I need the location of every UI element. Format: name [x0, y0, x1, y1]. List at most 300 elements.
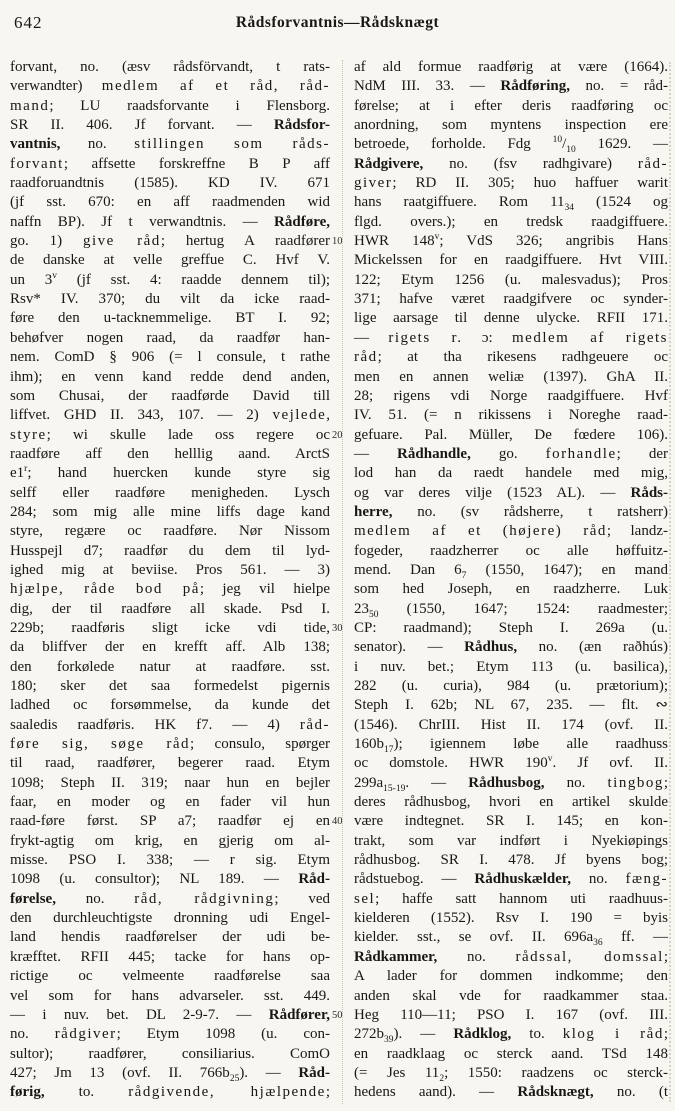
text-run: råd- — [299, 716, 330, 733]
text-line — [354, 870, 668, 889]
text-run: 50 — [369, 609, 379, 620]
text-run: no. (sv rådsherre, t ratsherr) — [392, 503, 668, 520]
text-line — [354, 174, 668, 193]
text-run: 23 — [354, 600, 369, 617]
text-run: hedens aand). — — [354, 1084, 518, 1101]
text-line — [354, 464, 668, 483]
text-run: medlem af rigets — [512, 329, 669, 346]
text-run: stillingen som råds- — [134, 136, 331, 153]
text-run: ; — [663, 948, 668, 965]
text-run: ihm); en venn kand redde dend anden, — [10, 368, 330, 385]
text-run: 28; rigens vdi Norge raadgiffuere. Hvf — [354, 387, 668, 404]
text-run: go. — [470, 445, 546, 462]
text-run: no. — [60, 136, 135, 153]
text-line — [354, 677, 668, 696]
text-line — [354, 135, 668, 154]
text-line — [10, 735, 330, 754]
text-run: v — [434, 232, 440, 243]
text-line — [354, 290, 668, 309]
text-run: senator). — — [354, 639, 465, 656]
text-line — [354, 542, 668, 561]
text-line — [10, 174, 330, 193]
text-run: 25 — [229, 1073, 240, 1084]
text-line — [10, 696, 330, 715]
text-line — [354, 928, 668, 947]
text-line — [10, 368, 330, 387]
text-run: 282 (u. curia), 984 (u. prætorium); — [354, 678, 668, 694]
text-line — [10, 754, 330, 773]
text-run: IV. 51. (= n rikissens i Noreghe raad- — [354, 407, 668, 424]
text-run: 299a — [354, 774, 384, 791]
text-line — [10, 232, 330, 251]
text-run: A lader for dommen indkomme; den — [354, 968, 668, 985]
text-line — [10, 890, 330, 909]
text-line — [354, 658, 668, 677]
text-run: ; hand huercken kunde styre sig — [27, 465, 330, 482]
text-run: no. — [570, 871, 626, 888]
text-run: hjælpe, råde bod på — [10, 581, 200, 598]
text-line — [10, 97, 330, 116]
text-run: ; RD II. 305; huo haffuer warit — [392, 175, 668, 192]
text-run: tingbog — [607, 774, 664, 791]
text-run: en raadklaag oc sterck aand. TSd 148 — [354, 1045, 668, 1062]
text-run: ); igiennem løbe alle raadhuss — [393, 736, 668, 753]
text-line — [10, 426, 330, 445]
text-run: styre — [10, 426, 47, 443]
text-run: styre, regære oc raadføre. Nør Nissom — [10, 523, 330, 540]
left-column — [10, 58, 330, 1103]
line-number-marker: 10 — [332, 236, 343, 248]
text-line — [10, 832, 330, 851]
text-run: verwandter) — [10, 78, 102, 95]
text-run: Mickelssen for en raadgiffuere. Hvt VIII. — [354, 252, 668, 269]
text-run: rictige oc velmeente raadførelse saa — [10, 968, 330, 985]
text-line — [354, 116, 668, 135]
text-run: saaledis raadføris. HK f7. — 4) — [10, 716, 300, 733]
text-run: v — [52, 270, 57, 281]
text-run: 36 — [593, 938, 603, 949]
text-run: ladhed oc forsømmelse, da kunde det — [10, 697, 330, 714]
text-run: giver — [354, 175, 393, 192]
text-line — [10, 619, 330, 638]
text-run: Rådkammer, — [354, 948, 438, 965]
text-line — [354, 1045, 668, 1064]
text-run: (jf sst. 670: en aff raadmenden wid — [10, 194, 330, 211]
text-run: , — [326, 407, 330, 424]
text-run: selff eller raadføre menigheden. Lysch — [10, 484, 330, 501]
text-run: 10 — [552, 135, 563, 146]
text-run: 1098 (u. consultor); NL 189. — — [10, 871, 299, 888]
text-run: dig, der til raadføre all skade. Psd I. — [10, 600, 330, 617]
text-run: . Jf ovf. II. — [552, 755, 668, 772]
text-run: ; Etym 1098 (u. con- — [116, 1026, 330, 1043]
text-run: som Chusai, der raadførde David till — [10, 387, 330, 404]
text-run: Råd- — [298, 1064, 330, 1081]
text-run: behøfver nogen raad, da raadfør han- — [10, 329, 330, 346]
text-run: naffn BP). Jf t verwandtnis. — — [10, 213, 275, 230]
text-run: ; jeg vil hielpe — [199, 581, 331, 598]
text-run: 1629. — — [575, 136, 668, 153]
text-line — [10, 464, 330, 483]
text-line — [354, 987, 668, 1006]
text-line — [10, 77, 330, 96]
text-run: 34 — [564, 203, 575, 214]
text-run: Rådhandle, — [397, 445, 471, 462]
text-line — [10, 1045, 330, 1064]
text-run: ; haffe satt hannom uti raadhuus- — [375, 890, 668, 907]
text-line — [354, 1083, 668, 1102]
text-run: 15-19 — [383, 783, 406, 794]
text-line — [10, 600, 330, 619]
text-run: Husspejl d7; raadfør du dem til lyd- — [10, 542, 330, 559]
text-line — [332, 1006, 668, 1025]
text-run: ; landz- — [606, 523, 668, 540]
text-run: 272b — [354, 1026, 384, 1043]
text-line — [354, 561, 668, 580]
text-run: ). — — [393, 1026, 454, 1043]
text-run: go. 1) — [10, 233, 83, 250]
text-line — [10, 290, 330, 309]
text-run: til raad, raadfører, begerer raad. Etym — [10, 755, 330, 772]
text-run: sultor); raadfører, consiliarius. ComO — [10, 1045, 330, 1062]
line-number-marker: 30 — [332, 622, 343, 634]
text-run: førig, — [10, 1084, 45, 1101]
text-run: kielder. sst., se ovf. II. 696a — [354, 929, 594, 946]
text-line — [10, 812, 330, 831]
text-run: frykt-agtig om krig, en gjerig om al- — [10, 832, 330, 849]
text-line — [354, 484, 668, 503]
text-run: raad-føre først. SP a7; raadfør ej en — [10, 813, 330, 830]
page-header — [0, 10, 675, 38]
text-run: to. — [44, 1084, 129, 1101]
text-run: anordning, som myntens inspection ere — [354, 117, 668, 134]
text-line — [354, 445, 668, 464]
text-line — [354, 329, 668, 348]
text-line — [332, 812, 668, 831]
text-run: lod han da raedt handele med mig, — [354, 465, 668, 482]
text-line — [10, 135, 330, 154]
text-line — [10, 484, 330, 503]
text-line — [354, 193, 668, 212]
text-line — [10, 638, 330, 657]
text-run: no. — [55, 890, 135, 907]
text-run: den forkølede natur at raadføre. sst. — [10, 658, 330, 675]
text-line — [10, 445, 330, 464]
text-run: lige aarsage til denne ulycke. RFII 171. — [354, 310, 668, 327]
text-run: raadføre aff den helllig aand. ArctS — [10, 445, 330, 462]
text-run: ; LU raadsforvante i Flensborg. — [49, 97, 330, 114]
text-line — [10, 909, 330, 928]
text-run: land hendis raadførelser der udi be- — [10, 929, 330, 946]
text-run: mand — [10, 97, 50, 114]
text-line — [10, 387, 330, 406]
text-run: ; consulo, spørger — [190, 736, 330, 753]
text-run: trakt, som var indført i Nyekiøpings — [354, 832, 668, 849]
text-run: vejlede — [272, 407, 327, 424]
text-run: medlem af et (højere) råd — [354, 523, 607, 540]
text-line — [10, 580, 330, 599]
text-run: (= Jes 11 — [354, 1064, 440, 1081]
text-line — [10, 116, 330, 135]
text-line — [354, 832, 668, 851]
text-run: herre, — [354, 503, 393, 520]
text-run: give råd — [82, 233, 161, 250]
text-run: deres rådhusbog, hvori en artikel skulde — [354, 794, 668, 811]
text-line — [354, 754, 668, 773]
text-run: (jf sst. 4: raadde dennem til); — [57, 271, 330, 288]
text-line — [354, 774, 668, 793]
text-run: ighed mig at beviise. Pros 561. — 3) — [10, 561, 330, 578]
text-run: Rådføre, — [274, 213, 330, 230]
text-run: råd, rådgivning — [134, 890, 275, 907]
text-line — [10, 271, 330, 290]
text-line — [10, 58, 330, 77]
text-run: NdM III. 33. — — [354, 78, 501, 95]
text-run: SR II. 406. Jf forvant. — — [10, 117, 274, 134]
text-run: 371; hafve været raadgifvere oc synder- — [354, 291, 668, 308]
text-run: ; wi skulle lade oss regere oc — [46, 426, 330, 443]
text-run: ; VdS 326; angribis Hans — [439, 233, 668, 250]
text-run: råd- — [637, 155, 668, 172]
text-run: kielderen (1552). Rsv I. 190 = byis — [354, 910, 668, 927]
text-line — [10, 1006, 330, 1025]
text-run: forvant, no. (æsv rådsförvandt, t rats- — [10, 59, 330, 75]
text-run: ff. — — [602, 929, 668, 946]
text-run: hans raatgiffuere. Rom 11 — [354, 194, 565, 211]
text-run: 7 — [461, 570, 467, 581]
text-line — [354, 696, 668, 715]
text-line — [10, 851, 330, 870]
text-line — [354, 77, 668, 96]
text-line — [354, 600, 668, 619]
text-line — [10, 561, 330, 580]
text-run: no. — [544, 774, 608, 791]
text-run: forvant — [10, 155, 64, 172]
text-run: ; affsette forskreffne B P aff — [63, 155, 330, 172]
text-run: no. — [10, 1026, 55, 1043]
text-line — [10, 155, 330, 174]
text-run: i nuv. bet.; Etym 113 (u. basilica), — [354, 658, 668, 675]
text-line — [10, 348, 330, 367]
text-line — [10, 193, 330, 212]
text-run: (1524 og — [574, 194, 668, 211]
text-line — [354, 503, 668, 522]
text-run: fogeder, raadzherrer oc alle høffuitz- — [354, 542, 668, 559]
text-run: 180; sker det saa formedelst pigernis — [10, 678, 330, 694]
text-line — [10, 928, 330, 947]
text-line — [354, 213, 668, 232]
text-line — [354, 948, 668, 967]
text-run: . — — [405, 774, 469, 791]
text-run: Rådføring, — [500, 78, 570, 95]
line-number-marker: 40 — [332, 816, 343, 828]
text-line — [10, 406, 330, 425]
text-run: faar, en moder og en fader vil hun — [10, 794, 330, 811]
text-run: HWR 148 — [354, 233, 435, 250]
text-line — [10, 658, 330, 677]
text-run: førelse, — [10, 890, 56, 907]
text-run: og var deres vilje (1523 AL). — — [354, 484, 631, 501]
text-line — [354, 387, 668, 406]
text-line — [354, 909, 668, 928]
text-line — [354, 348, 668, 367]
text-run: som hed Joseph, en raadzherre. Luk — [354, 581, 668, 598]
text-run: den durchleuchtigste dronning udi Engel- — [10, 910, 330, 927]
text-run: vantnis, — [10, 136, 61, 153]
text-block — [10, 58, 668, 1103]
text-line — [10, 948, 330, 967]
text-run: fæng- — [625, 871, 668, 888]
text-run: un 3 — [10, 271, 53, 288]
text-line — [10, 967, 330, 986]
text-run: 229b; raadføris sligt icke vdi tide, — [10, 619, 330, 636]
text-line — [10, 1064, 330, 1083]
text-run: Rådhuskælder, — [474, 871, 571, 888]
scan-edge-artifact — [669, 62, 671, 1102]
text-run: kræfftet. RFII 445; tacke for hans op- — [10, 948, 330, 965]
text-line — [354, 251, 668, 270]
text-line — [10, 677, 330, 696]
text-run: rådgiver — [54, 1026, 117, 1043]
text-run: no. = råd- — [569, 78, 669, 95]
text-line — [10, 1083, 330, 1102]
text-run: rådssal, domssal — [515, 948, 664, 965]
text-run: betroede, forholde. Fdg — [354, 136, 553, 153]
text-line — [10, 774, 330, 793]
text-run: men en annen weliæ (1397). GhA II. — [354, 368, 668, 385]
text-line — [354, 271, 668, 290]
text-run: ; — [663, 1026, 668, 1043]
text-run: ; ved — [274, 890, 331, 907]
line-number-marker: 50 — [332, 1009, 343, 1021]
text-run: 1098; Steph II. 319; naar hun en bejler — [10, 774, 330, 791]
text-run: to. — [511, 1026, 563, 1043]
text-run: da bliffver der en krefft aff. Alb 138; — [10, 639, 330, 656]
text-run: de danske at velle greffue C. Hvf V. — [10, 252, 330, 269]
text-run: ; — [663, 774, 668, 791]
text-line — [354, 522, 668, 541]
text-run: Rsv* IV. 370; du vilt da icke raad- — [10, 291, 330, 308]
text-run: / — [562, 136, 567, 153]
text-run: r — [24, 464, 28, 475]
text-run: 427; Jm 13 (ovf. II. 766b — [10, 1064, 230, 1081]
text-line — [354, 97, 668, 116]
text-run: Råd- — [298, 871, 330, 888]
running-title: Rådsforvantnis—Rådsknægt — [235, 14, 440, 31]
text-run: rådhusbog. SR I. 478. Jf byens bog; — [354, 852, 668, 869]
text-line — [332, 619, 668, 638]
text-run: 10 — [566, 145, 576, 156]
text-run: nem. ComD § 906 (= l consule, t rathe — [10, 349, 330, 366]
text-run: Rådsknægt, — [517, 1084, 594, 1101]
text-run: oc domstole. HWR 190 — [354, 755, 548, 772]
text-line — [354, 1064, 668, 1083]
text-run: føre den u-tacknemmelige. BT I. 92; — [10, 310, 330, 327]
text-line — [354, 851, 668, 870]
text-run: Rådgivere, — [354, 155, 424, 172]
text-run: no. (fsv radhgivare) — [423, 155, 638, 172]
text-run: Steph I. 62b; NL 67, 235. — flt. ∾ — [354, 697, 668, 714]
text-run: ; hertug A raadfører — [160, 233, 331, 250]
text-line — [354, 309, 668, 328]
text-line — [354, 58, 668, 77]
text-run: rigets r. — [388, 329, 463, 346]
text-run: CP: raadmand); Steph I. 269a (u. — [354, 619, 668, 636]
text-run: Råds- — [630, 484, 668, 501]
text-line — [354, 890, 668, 909]
text-run: førelse; at i efter deris raadføring oc — [354, 97, 668, 114]
text-run: ; der — [616, 445, 668, 462]
text-line — [10, 542, 330, 561]
text-run: liffvet. GHD II. 343, 107. — 2) — [10, 407, 273, 424]
text-run: rådgivende, hjælpende — [128, 1084, 326, 1101]
text-run: 284; som mig alle mine liffs dage kand — [10, 503, 330, 520]
text-line — [354, 1025, 668, 1044]
text-line — [354, 638, 668, 657]
text-run: af ald formue raadførig at være (1664). — [354, 59, 668, 75]
text-line — [10, 251, 330, 270]
text-line — [354, 967, 668, 986]
page-number: 642 — [14, 13, 43, 32]
text-run: — — [354, 329, 389, 346]
text-run: rådstuebog. — — [354, 871, 475, 888]
text-run: no. (t — [593, 1084, 669, 1101]
text-run: 160b — [354, 736, 384, 753]
text-line — [10, 329, 330, 348]
text-run: (1550, 1647); en mand — [466, 561, 668, 578]
text-run: være indtegnet. SR I. 145; en kon- — [354, 813, 668, 830]
text-run: raadforuandtnis (1585). KD IV. 671 — [10, 175, 330, 192]
text-line — [354, 368, 668, 387]
text-run: Rådhusbog, — [468, 774, 545, 791]
text-line — [354, 155, 668, 174]
text-run: føre sig, søge råd — [10, 736, 191, 753]
text-line — [332, 426, 668, 445]
text-run: Rådfører, — [268, 1006, 330, 1023]
text-run: Rådklog, — [453, 1026, 512, 1043]
text-run: (1546). ChrIII. Hist II. 174 (ovf. II. — [354, 716, 668, 733]
text-line — [10, 716, 330, 735]
text-run: råd — [354, 349, 378, 366]
text-run: ; at tha rikesens radhgeuere oc — [377, 349, 668, 366]
text-run: — — [354, 445, 398, 462]
text-run: vel som for hans advarseler. sst. 449. — [10, 987, 330, 1004]
text-run: e1 — [10, 465, 25, 482]
text-line — [10, 793, 330, 812]
text-run: mend. Dan 6 — [354, 561, 462, 578]
text-line — [10, 213, 330, 232]
text-line — [10, 870, 330, 889]
text-run: misse. PSO I. 338; — r sig. Etym — [10, 852, 330, 869]
text-run: forhandle — [545, 445, 617, 462]
line-number-marker: 20 — [332, 429, 343, 441]
text-run: Rådsfor- — [273, 117, 330, 134]
text-run: ; 1550: raadzens oc sterck- — [444, 1064, 668, 1081]
text-run: medlem af et råd, råd- — [101, 78, 330, 95]
text-line — [10, 503, 330, 522]
text-line — [354, 580, 668, 599]
text-run: klog i råd — [562, 1026, 664, 1043]
text-line — [354, 735, 668, 754]
text-line — [354, 406, 668, 425]
text-run: Rådhus, — [464, 639, 518, 656]
text-run: (1550, 1647; 1524: raadmester; — [378, 600, 668, 617]
text-run: v — [547, 754, 553, 765]
text-run: 2 — [439, 1073, 445, 1084]
text-run: no. (æn raðhús) — [517, 639, 668, 656]
text-run: flgd. overs.); en tredsk raadgiffuere. — [354, 213, 668, 230]
text-line — [10, 309, 330, 328]
